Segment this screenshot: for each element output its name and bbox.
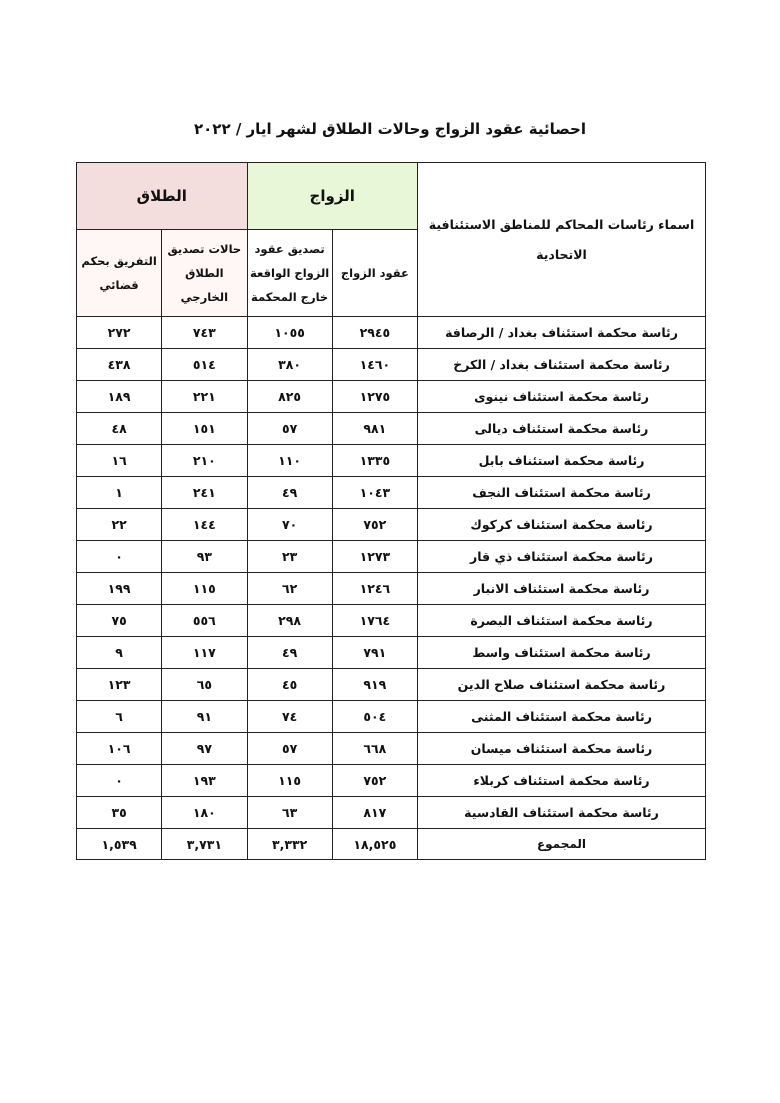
court-name: رئاسة محكمة استئناف الانبار	[418, 573, 706, 605]
header-court-names: اسماء رئاسات المحاكم للمناطق الاستئنافية الاتحادية	[418, 163, 706, 317]
divorce-count: ١١٥	[162, 573, 247, 605]
separation-count: ٩	[77, 637, 162, 669]
marriage-count: ٨١٧	[332, 797, 417, 829]
divorce-count: ٢٤١	[162, 477, 247, 509]
court-name: رئاسة محكمة استئناف المثنى	[418, 701, 706, 733]
ratified-count: ٢٣	[247, 541, 332, 573]
table-row	[77, 477, 706, 509]
table-row	[77, 317, 706, 349]
divorce-count: ٩٧	[162, 733, 247, 765]
table-row	[77, 733, 706, 765]
separation-count: ١٦	[77, 445, 162, 477]
court-name: رئاسة محكمة استئناف كربلاء	[418, 765, 706, 797]
separation-count: ١٢٣	[77, 669, 162, 701]
court-name: رئاسة محكمة استئناف القادسية	[418, 797, 706, 829]
total-row	[77, 829, 706, 860]
marriage-count: ٩١٩	[332, 669, 417, 701]
separation-count: ٦	[77, 701, 162, 733]
marriage-count: ٢٩٤٥	[332, 317, 417, 349]
divorce-count: ٩٣	[162, 541, 247, 573]
separation-count: ٢٧٢	[77, 317, 162, 349]
divorce-count: ٥٥٦	[162, 605, 247, 637]
court-name: رئاسة محكمة استئناف ذي قار	[418, 541, 706, 573]
table-row	[77, 701, 706, 733]
ratified-count: ٦٣	[247, 797, 332, 829]
marriage-count: ١٧٦٤	[332, 605, 417, 637]
ratified-count: ٤٩	[247, 477, 332, 509]
court-name: رئاسة محكمة استئناف بابل	[418, 445, 706, 477]
table-row	[77, 381, 706, 413]
marriage-count: ٥٠٤	[332, 701, 417, 733]
divorce-count: ١٨٠	[162, 797, 247, 829]
total-marriage: ١٨,٥٢٥	[332, 829, 417, 860]
marriage-count: ٩٨١	[332, 413, 417, 445]
separation-count: ١٨٩	[77, 381, 162, 413]
table-row	[77, 637, 706, 669]
court-name: رئاسة محكمة استئناف بغداد / الكرخ	[418, 349, 706, 381]
divorce-count: ٧٤٣	[162, 317, 247, 349]
court-name: رئاسة محكمة استئناف نينوى	[418, 381, 706, 413]
total-divorce: ٣,٧٣١	[162, 829, 247, 860]
marriage-count: ١٢٧٥	[332, 381, 417, 413]
ratified-count: ٥٧	[247, 413, 332, 445]
table-row	[77, 765, 706, 797]
ratified-count: ٤٩	[247, 637, 332, 669]
marriage-count: ٧٩١	[332, 637, 417, 669]
court-name: رئاسة محكمة استئناف البصرة	[418, 605, 706, 637]
separation-count: ٧٥	[77, 605, 162, 637]
separation-count: ١٠٦	[77, 733, 162, 765]
header-marriage-ratified: تصديق عقود الزواج الواقعة خارج المحكمة	[247, 230, 332, 317]
separation-count: ١٩٩	[77, 573, 162, 605]
table-row	[77, 413, 706, 445]
court-name: رئاسة محكمة استئناف كركوك	[418, 509, 706, 541]
divorce-count: ٩١	[162, 701, 247, 733]
page-title: احصائية عقود الزواج وحالات الطلاق لشهر ايار / ٢٠٢٢	[194, 120, 586, 138]
divorce-count: ١٥١	[162, 413, 247, 445]
marriage-count: ١٠٤٣	[332, 477, 417, 509]
ratified-count: ١١٥	[247, 765, 332, 797]
marriage-count: ٧٥٢	[332, 765, 417, 797]
separation-count: ٠	[77, 541, 162, 573]
ratified-count: ١١٠	[247, 445, 332, 477]
marriage-count: ١٤٦٠	[332, 349, 417, 381]
ratified-count: ٧٠	[247, 509, 332, 541]
court-name: رئاسة محكمة استئناف صلاح الدين	[418, 669, 706, 701]
ratified-count: ٧٤	[247, 701, 332, 733]
divorce-count: ٥١٤	[162, 349, 247, 381]
divorce-count: ٢١٠	[162, 445, 247, 477]
separation-count: ٤٨	[77, 413, 162, 445]
separation-count: ٤٣٨	[77, 349, 162, 381]
header-judicial-separation: التفريق بحكم قضائي	[77, 230, 162, 317]
total-ratified: ٣,٣٣٢	[247, 829, 332, 860]
table-row	[77, 797, 706, 829]
marriage-count: ١٢٤٦	[332, 573, 417, 605]
ratified-count: ٦٢	[247, 573, 332, 605]
ratified-count: ٤٥	[247, 669, 332, 701]
separation-count: ٠	[77, 765, 162, 797]
table-row	[77, 573, 706, 605]
divorce-count: ٢٢١	[162, 381, 247, 413]
separation-count: ١	[77, 477, 162, 509]
header-divorce-group: الطلاق	[77, 163, 248, 230]
table-row	[77, 509, 706, 541]
court-name: رئاسة محكمة استئناف ديالى	[418, 413, 706, 445]
divorce-count: ١١٧	[162, 637, 247, 669]
separation-count: ٢٢	[77, 509, 162, 541]
court-name: رئاسة محكمة استئناف النجف	[418, 477, 706, 509]
marriage-count: ١٢٧٣	[332, 541, 417, 573]
statistics-table	[76, 162, 706, 860]
header-marriage-group: الزواج	[247, 163, 418, 230]
ratified-count: ٢٩٨	[247, 605, 332, 637]
ratified-count: ٨٢٥	[247, 381, 332, 413]
court-name: رئاسة محكمة استئناف بغداد / الرصافة	[418, 317, 706, 349]
court-name: رئاسة محكمة استئناف واسط	[418, 637, 706, 669]
ratified-count: ٣٨٠	[247, 349, 332, 381]
table-row	[77, 541, 706, 573]
divorce-count: ١٩٣	[162, 765, 247, 797]
header-divorce-ratified: حالات تصديق الطلاق الخارجي	[162, 230, 247, 317]
total-label: المجموع	[418, 829, 706, 860]
ratified-count: ٥٧	[247, 733, 332, 765]
marriage-count: ٧٥٢	[332, 509, 417, 541]
divorce-count: ٦٥	[162, 669, 247, 701]
header-marriage-contracts: عقود الزواج	[332, 230, 417, 317]
table-row	[77, 669, 706, 701]
marriage-count: ١٣٣٥	[332, 445, 417, 477]
table-row	[77, 605, 706, 637]
total-separation: ١,٥٣٩	[77, 829, 162, 860]
divorce-count: ١٤٤	[162, 509, 247, 541]
marriage-count: ٦٦٨	[332, 733, 417, 765]
table-row	[77, 349, 706, 381]
separation-count: ٣٥	[77, 797, 162, 829]
court-name: رئاسة محكمة استئناف ميسان	[418, 733, 706, 765]
table-row	[77, 445, 706, 477]
ratified-count: ١٠٥٥	[247, 317, 332, 349]
